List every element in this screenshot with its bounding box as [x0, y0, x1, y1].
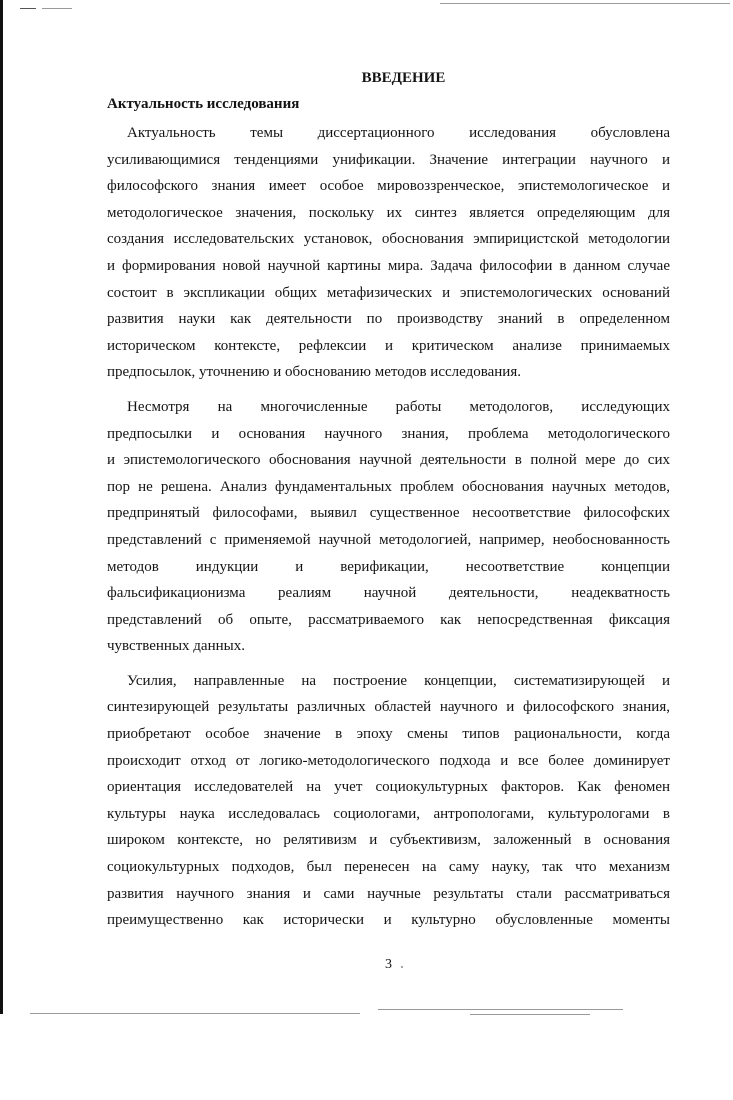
text-line: и эпистемологического обоснования научной деятельности в полной мере до сих [107, 452, 670, 469]
text-line: развития научного знания и сами научные результаты стали рассматриваться [107, 885, 670, 902]
paragraph-1 [107, 120, 670, 386]
paragraph-3 [107, 668, 670, 934]
text-line: предпринятый философами, выявил существенное несоответствие философских [107, 505, 670, 522]
text-line: культуры наука исследовалась социологами, антропологами, культурологами в [107, 805, 670, 822]
scan-artifact [30, 1013, 360, 1014]
page-title: ВВЕДЕНИЕ [361, 70, 446, 86]
text-line: чувственных данных. [107, 638, 245, 655]
text-line: создания исследовательских установок, обоснования эмпирицистской методологии [107, 231, 670, 248]
document-page [107, 68, 670, 942]
text-line: социокультурных подходов, был перенесен на саму науку, так что механизм [107, 859, 670, 876]
scan-artifact [378, 1009, 623, 1010]
text-line: синтезирующей результаты различных областей научного и философского знания, [107, 699, 670, 716]
text-line: происходит отход от логико-методологического подхода и все более доминирует [107, 752, 670, 769]
text-line: философского знания имеет особое мировоззренческое, эпистемологическое и [107, 178, 670, 195]
text-line: широком контексте, но релятивизм и субъективизм, заложенный в основания [107, 832, 670, 849]
scan-artifact [440, 3, 730, 4]
text-line: преимущественно как исторически и культурно обусловленные моменты [107, 912, 670, 929]
text-line: и формирования новой научной картины мира. Задача философии в данном случае [107, 257, 670, 274]
text-line: Несмотря на многочисленные работы методологов, исследующих [127, 398, 670, 415]
page-number: 3 [385, 957, 392, 972]
scan-artifact [20, 8, 36, 9]
text-line: Усилия, направленные на построение концепции, систематизирующей и [127, 672, 670, 689]
text-line: приобретают особое значение в эпоху смены типов рациональности, когда [107, 726, 670, 743]
paragraph-2 [107, 394, 670, 660]
text-line: методов индукции и верификации, несоответствие концепции [107, 558, 670, 575]
scan-artifact [401, 966, 403, 968]
text-line: представлений об опыте, рассматриваемого как непосредственная фиксация [107, 611, 670, 628]
text-line: историческом контексте, рефлексии и критическом анализе принимаемых [107, 337, 670, 354]
text-line: ориентация исследователей на учет социокультурных факторов. Как феномен [107, 779, 670, 796]
text-line: усиливающимися тенденциями унификации. Значение интеграции научного и [107, 151, 670, 168]
text-line: Актуальность темы диссертационного исследования обусловлена [127, 125, 670, 141]
text-line: предпосылок, уточнению и обоснованию методов исследования. [107, 364, 521, 381]
text-line: пор не решена. Анализ фундаментальных проблем обоснования научных методов, [107, 478, 670, 495]
scan-artifact [42, 8, 72, 9]
text-line: фальсификационизма реалиям научной деятельности, неадекватность [107, 585, 670, 602]
scan-artifact [470, 1014, 590, 1015]
text-line: состоит в экспликации общих метафизических и эпистемологических оснований [107, 284, 670, 301]
text-line: развития науки как деятельности по производству знаний в определенном [107, 311, 670, 328]
text-line: предпосылки и основания научного знания, проблема методологического [107, 425, 670, 442]
scan-left-edge [0, 0, 3, 1014]
text-line: методологическое значения, поскольку их синтез является определяющим для [107, 204, 670, 221]
section-heading: Актуальность исследования [107, 96, 300, 112]
text-line: представлений с применяемой научной методологией, например, необоснованность [107, 531, 670, 548]
